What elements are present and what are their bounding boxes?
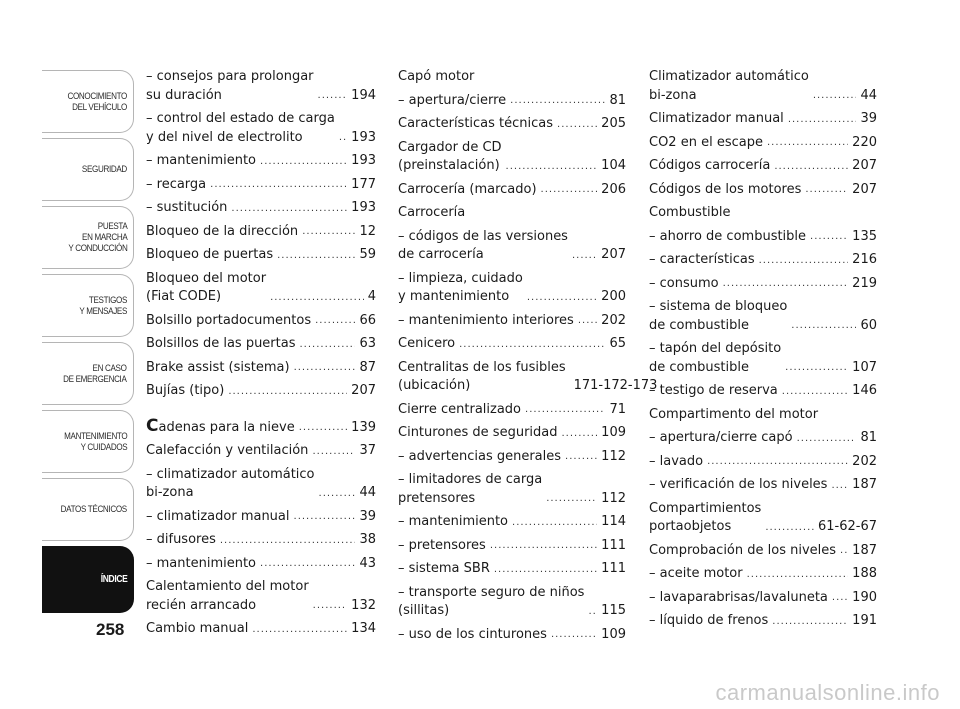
index-entry: [146, 312, 376, 331]
leader-dots: [565, 448, 597, 466]
entry-page: 43: [359, 555, 376, 571]
index-entry: [649, 157, 877, 176]
leader-dots: [260, 153, 347, 171]
initial-letter: C: [146, 415, 159, 436]
entry-text: – mantenimiento: [146, 555, 257, 571]
entry-page: 37: [359, 443, 376, 458]
leader-dots: [797, 430, 857, 448]
entry-page: 207: [852, 181, 877, 197]
leader-dots: [813, 87, 857, 105]
tab-section-4[interactable]: [42, 274, 134, 337]
entry-page: 65: [609, 336, 626, 351]
section-tabs: [42, 70, 134, 618]
entry-text: Climatizador automático bi-zona: [649, 69, 809, 103]
entry-page: 61-62-67: [817, 519, 877, 534]
index-entry: [146, 335, 376, 354]
entry-page: 59: [359, 247, 376, 262]
index-column-2: [398, 68, 658, 649]
entry-page: 205: [601, 116, 626, 131]
leader-dots: [228, 383, 347, 401]
leader-dots: [300, 336, 356, 354]
entry-text: – limpieza, cuidado y mantenimiento: [398, 270, 523, 304]
index-column-1: [146, 68, 376, 644]
leader-dots: [506, 158, 598, 176]
index-entry: [649, 476, 877, 495]
leader-dots: [510, 92, 605, 110]
index-entry: [146, 246, 376, 265]
entry-page: 207: [852, 158, 877, 173]
entry-text: Calefacción y ventilación: [146, 443, 309, 458]
entry-page: 107: [852, 359, 877, 375]
entry-text: – advertencias generales: [398, 448, 562, 464]
entry-page: 132: [351, 597, 376, 613]
index-entry: [146, 68, 376, 105]
entry-text: – consumo: [649, 275, 719, 291]
entry-text: – ahorro de combustible: [649, 228, 807, 244]
index-entry: [398, 359, 658, 396]
leader-dots: [551, 626, 597, 644]
leader-dots: [723, 275, 849, 293]
entry-page: 193: [351, 129, 376, 145]
entry-page: 39: [359, 508, 376, 524]
entry-text: Bloqueo de la dirección: [146, 223, 299, 239]
index-entry: [649, 228, 877, 247]
index-entry: [649, 429, 877, 448]
index-entry: [398, 115, 626, 134]
leader-dots: [294, 508, 356, 526]
index-entry: [649, 542, 877, 561]
leader-dots: [299, 419, 347, 437]
entry-page: 187: [852, 477, 877, 492]
leader-dots: [588, 603, 597, 621]
leader-dots: [785, 359, 848, 377]
index-entry: [146, 508, 376, 527]
index-entry: [649, 612, 877, 631]
entry-page: 44: [359, 485, 376, 500]
index-entry: [146, 199, 376, 218]
leader-dots: [572, 247, 597, 265]
entry-page: 111: [601, 537, 626, 553]
entry-page: 219: [852, 275, 877, 291]
leader-dots: [339, 129, 347, 147]
entry-page: 135: [852, 228, 877, 244]
index-entry: [146, 620, 376, 639]
entry-text: – líquido de frenos: [649, 613, 769, 628]
leader-dots: [774, 158, 848, 176]
leader-dots: [490, 537, 597, 555]
entry-page: 220: [852, 134, 877, 150]
entry-page: 146: [852, 383, 877, 398]
leader-dots: [747, 566, 849, 584]
leader-dots: [252, 621, 347, 639]
entry-page: 39: [860, 111, 877, 126]
entry-page: 44: [860, 87, 877, 103]
leader-dots: [562, 425, 598, 443]
entry-text: Cargador de CD (preinstalación): [398, 139, 502, 173]
tab-label: EN CASO DE EMERGENCIA: [63, 362, 127, 385]
index-column-3: [649, 68, 877, 636]
index-entry: [398, 471, 626, 508]
index-entry: [398, 312, 626, 331]
entry-text: – uso de los cinturones: [398, 626, 547, 642]
leader-dots: [302, 223, 355, 241]
tab-label: MANTENIMIENTO Y CUIDADOS: [63, 430, 127, 453]
index-entry: [398, 626, 626, 645]
entry-page: 187: [852, 542, 877, 558]
index-entry: [146, 578, 376, 615]
entry-text: Características técnicas: [398, 116, 554, 131]
leader-dots: [578, 312, 597, 330]
letter-gap: [146, 406, 376, 417]
leader-dots: [512, 514, 597, 532]
tab-indice[interactable]: [42, 546, 134, 613]
leader-dots: [494, 561, 597, 579]
entry-text: Bolsillos de las puertas: [146, 336, 296, 351]
entry-page: 193: [351, 200, 376, 215]
leader-dots: [313, 597, 348, 615]
entry-text: – lavado: [649, 453, 704, 469]
entry-page: 202: [852, 453, 877, 469]
index-entry: [649, 68, 877, 105]
index-entry: [649, 589, 877, 608]
index-heading: Compartimento del motor: [649, 406, 819, 422]
leader-dots: [840, 542, 848, 560]
tab-label: TESTIGOS Y MENSAJES: [79, 294, 127, 317]
entry-text: – mantenimiento: [398, 514, 509, 529]
entry-text: – verificación de los niveles: [649, 477, 828, 492]
leader-dots: [210, 176, 347, 194]
leader-dots: [791, 317, 856, 335]
entry-text: – climatizador manual: [146, 508, 290, 524]
index-entry: [146, 270, 376, 307]
entry-text: – transporte seguro de niños (sillitas): [398, 584, 585, 618]
leader-dots: [270, 289, 364, 307]
entry-text: – limitadores de carga pretensores: [398, 472, 543, 506]
entry-text: – lavaparabrisas/lavaluneta: [649, 589, 828, 605]
index-entry: [146, 176, 376, 195]
entry-page: 190: [852, 589, 877, 605]
entry-page: 202: [601, 312, 626, 328]
index-entry: [398, 401, 626, 420]
index-entry: [398, 335, 626, 354]
entry-text: – códigos de las versiones de carrocería: [398, 228, 568, 262]
index-entry: [146, 531, 376, 550]
tab-section-3[interactable]: [42, 206, 134, 269]
entry-page: 112: [601, 490, 626, 506]
index-entry: [146, 359, 376, 378]
entry-text: Carrocería (marcado): [398, 181, 537, 197]
index-entry: [398, 270, 626, 307]
entry-page: 171-172-173: [573, 378, 658, 393]
entry-text: Calentamiento del motor recién arrancado: [146, 579, 309, 613]
entry-page: 188: [852, 566, 877, 581]
leader-dots: [277, 247, 355, 265]
entry-page: 81: [860, 430, 877, 445]
index-entry: [398, 181, 626, 200]
leader-dots: [759, 252, 849, 270]
entry-text: – características: [649, 252, 755, 267]
leader-dots: [782, 383, 848, 401]
entry-page: 206: [601, 181, 626, 197]
entry-page: 81: [609, 92, 626, 108]
index-entry: [649, 298, 877, 335]
index-entry: [398, 560, 626, 579]
entry-rest: adenas para la nieve: [158, 419, 295, 435]
entry-text: – apertura/cierre: [398, 92, 507, 108]
leader-dots: [315, 312, 355, 330]
index-entry: [398, 584, 626, 621]
leader-dots: [805, 181, 848, 199]
leader-dots: [318, 87, 348, 105]
entry-page: 66: [359, 312, 376, 328]
index-entry: [146, 442, 376, 461]
index-entry: [398, 513, 626, 532]
index-heading: Carrocería: [398, 205, 466, 220]
entry-page: 38: [359, 532, 376, 547]
entry-page: 104: [601, 158, 626, 173]
entry-text: – aceite motor: [649, 566, 743, 581]
index-entry: [398, 228, 626, 265]
index-entry: [146, 466, 376, 503]
entry-text: – apertura/cierre capó: [649, 430, 793, 445]
entry-page: 60: [860, 317, 877, 333]
page-number: 258: [96, 620, 125, 639]
entry-page: 4: [367, 289, 376, 304]
tab-label: CONOCIMIENTO DEL VEHÍCULO: [67, 90, 127, 113]
index-entry: [146, 152, 376, 171]
entry-page: 111: [601, 561, 626, 576]
leader-dots: [772, 613, 848, 631]
entry-text: Comprobación de los niveles: [649, 542, 837, 558]
index-entry: [649, 275, 877, 294]
entry-text: – difusores: [146, 532, 216, 547]
entry-page: 216: [852, 252, 877, 267]
leader-dots: [294, 359, 356, 377]
index-entry: [146, 382, 376, 401]
leader-dots: [557, 116, 597, 134]
entry-text: Bloqueo de puertas: [146, 247, 274, 262]
entry-page: 193: [351, 153, 376, 168]
leader-dots: [831, 477, 848, 495]
index-entry: [649, 134, 877, 153]
leader-dots: [527, 289, 597, 307]
entry-text: Cenicero: [398, 336, 456, 351]
leader-dots: [220, 532, 356, 550]
entry-text: Cambio manual: [146, 621, 249, 636]
watermark: carmanualsonline.info: [715, 680, 940, 705]
entry-text: Cinturones de seguridad: [398, 425, 558, 440]
index-entry: [146, 555, 376, 574]
entry-text: Bujías (tipo): [146, 383, 225, 398]
leader-dots: [546, 490, 597, 508]
entry-page: 109: [601, 626, 626, 642]
index-entry: [398, 92, 626, 111]
index-entry: [649, 181, 877, 200]
entry-page: 134: [351, 621, 376, 636]
leader-dots: [810, 228, 848, 246]
index-heading: Combustible: [649, 205, 731, 220]
entry-page: 71: [609, 401, 626, 417]
entry-text: CO2 en el escape: [649, 134, 763, 150]
entry-page: 200: [601, 289, 626, 304]
entry-page: 194: [351, 87, 376, 103]
leader-dots: [832, 589, 848, 607]
tab-label: ÍNDICE: [100, 574, 127, 585]
tab-section-6[interactable]: [42, 410, 134, 473]
index-heading: Capó motor: [398, 69, 475, 84]
leader-dots: [231, 200, 347, 218]
entry-text: Brake assist (sistema): [146, 359, 290, 375]
entry-text: Centralitas de los fusibles (ubicación): [398, 359, 566, 393]
entry-text: Climatizador manual: [649, 111, 784, 126]
entry-text: – mantenimiento: [146, 153, 257, 168]
entry-text: – pretensores: [398, 537, 486, 553]
index-entry: [649, 565, 877, 584]
entry-text: Bloqueo del motor (Fiat CODE): [146, 270, 267, 304]
entry-page: 191: [852, 613, 877, 628]
index-entry: [649, 110, 877, 129]
tab-section-5[interactable]: [42, 342, 134, 405]
index-entry: [398, 139, 626, 176]
index-entry: [146, 110, 376, 147]
leader-dots: [788, 111, 857, 129]
entry-page: 12: [359, 223, 376, 239]
tab-section-1[interactable]: [42, 70, 134, 133]
entry-text: Códigos carrocería: [649, 158, 771, 173]
entry-text: Códigos de los motores: [649, 181, 802, 197]
entry-page: 63: [359, 336, 376, 351]
tab-section-7[interactable]: [42, 478, 134, 541]
entry-text: – mantenimiento interiores: [398, 312, 574, 328]
tab-label: SEGURIDAD: [82, 164, 127, 175]
leader-dots: [459, 336, 605, 354]
index-entry: [649, 453, 877, 472]
leader-dots: [319, 485, 356, 503]
index-entry: [398, 448, 626, 467]
leader-dots: [541, 181, 598, 199]
leader-dots: [767, 134, 848, 152]
entry-text: – sistema SBR: [398, 561, 490, 576]
leader-dots: [707, 453, 848, 471]
entry-text: – consejos para prolongar su duración: [146, 69, 314, 103]
index-entry: [146, 223, 376, 242]
entry-text: [146, 417, 295, 438]
entry-page: 114: [601, 514, 626, 529]
entry-text: – sustitución: [146, 200, 228, 215]
index-entry: [146, 417, 376, 438]
entry-text: – recarga: [146, 176, 207, 192]
entry-text: – sistema de bloqueo de combustible: [649, 299, 788, 333]
index-entry: [649, 500, 877, 537]
entry-page: 112: [601, 448, 626, 464]
entry-page: 207: [601, 247, 626, 262]
entry-text: – testigo de reserva: [649, 383, 778, 398]
entry-page: 87: [359, 359, 376, 375]
entry-text: Compartimientos portaobjetos: [649, 500, 762, 534]
index-entry: [649, 382, 877, 401]
tab-label: PUESTA EN MARCHA Y CONDUCCIÓN: [67, 221, 127, 254]
index-entry: [649, 251, 877, 270]
entry-text: – control del estado de carga y del nivel de electrolito: [146, 111, 335, 145]
tab-section-2[interactable]: [42, 138, 134, 201]
index-entry: [649, 340, 877, 377]
leader-dots: [260, 555, 355, 573]
entry-page: 139: [351, 419, 376, 435]
entry-text: – tapón del depósito de combustible: [649, 341, 782, 375]
index-entry: [398, 537, 626, 556]
entry-page: 115: [601, 603, 626, 618]
leader-dots: [525, 401, 605, 419]
entry-page: 109: [601, 425, 626, 440]
tab-label: DATOS TÉCNICOS: [60, 504, 127, 515]
index-entry: [398, 424, 626, 443]
entry-text: Cierre centralizado: [398, 401, 522, 417]
entry-text: – climatizador automático bi-zona: [146, 466, 315, 500]
entry-page: 177: [351, 176, 376, 192]
leader-dots: [765, 519, 814, 537]
entry-page: 207: [351, 383, 376, 398]
entry-text: Bolsillo portadocumentos: [146, 312, 312, 328]
leader-dots: [312, 443, 355, 461]
